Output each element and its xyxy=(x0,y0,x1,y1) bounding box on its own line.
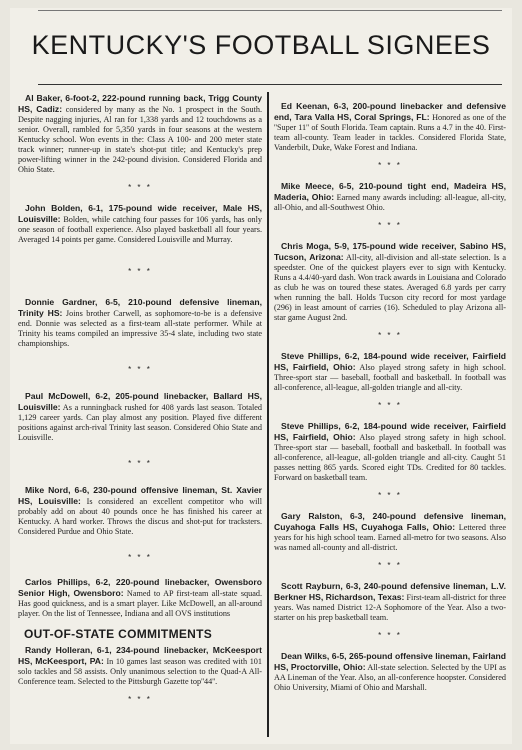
signee-name: Carlos Phillips, 6-2, 220-pound linebacker, Owensboro Senior High, Owensboro: xyxy=(18,577,262,598)
signee-name: Scott Rayburn, 6-3, 240-pound defensive lineman, L.V. Berkner HS, Richardson, Texas: xyxy=(274,581,506,602)
signee-name: Mike Nord, 6-6, 230-pound offensive lineman, St. Xavier HS, Louisville: xyxy=(18,485,262,506)
column-divider xyxy=(267,92,269,737)
entry-separator: * * * xyxy=(378,221,402,230)
signee-bio: Also played strong safety in high school. Three-sport star — baseball, football and basketball. In football was all-conference, all-league, all-golden triangle and all-city. xyxy=(274,363,506,392)
signee-bio: Honored as one of the ''Super 11'' of South Florida. Team captain. Runs a 4.7 in the 40. First-team all-county. Team leader in tackles. Considered Florida State, Vanderbilt, Duke, Wake Forest and Indiana. xyxy=(274,113,506,152)
signee-name: Chris Moga, 5-9, 175-pound wide receiver, Sabino HS, Tucson, Arizona: xyxy=(274,241,506,262)
signee-name: Gary Ralston, 6-3, 240-pound defensive lineman, Cuyahoga Falls HS, Cuyahoga Falls, Ohio: xyxy=(274,511,506,532)
entry-separator: * * * xyxy=(378,491,402,500)
signee-bio: Also played strong safety in high school. Three-sport star — baseball, football and basketball. In football was all-conference, all-league, all-golden triangle and all-city. Caught 51 passes netting 865 yards. Scored eight TDs. Credited for 80 tackles. Forward on basketball team. xyxy=(274,433,506,482)
top-rule xyxy=(38,10,502,11)
signee-entry xyxy=(274,651,506,693)
entry-separator: * * * xyxy=(128,695,152,704)
signee-bio: considered by many as the No. 1 prospect in the South. Despite nagging injuries, Al ran for 1,338 yards and 12 touchdowns as a senior. Overall, rambled for 5,350 yards in four seasons at the western Kentucky school. Won events in the: Class A 100- and 200 meter state track winner; runner-up in state's shot-put title; and Kentucky's prep power-lifting winner in the 242-pound division. Considered Florida and Ohio State. xyxy=(18,105,263,174)
signee-name: Paul McDowell, 6-2, 205-pound linebacker, Ballard HS, Louisville: xyxy=(18,391,262,412)
signee-entry xyxy=(18,645,262,687)
signee-name: Randy Holleran, 6-1, 234-pound linebacker, McKeesport HS, McKeesport, PA: xyxy=(18,645,262,666)
signee-name: Steve Phillips, 6-2, 184-pound wide receiver, Fairfield HS, Fairfield, Ohio: xyxy=(274,421,506,442)
title-rule xyxy=(38,84,502,85)
signee-bio: Named to AP first-team all-state squad. Has good quickness, and is a smart player. Like McDowell, an all-around player. On the list of Tennessee, Indiana and all OVS institutions xyxy=(18,589,262,618)
signee-name: Al Baker, 6-foot-2, 222-pound running back, Trigg County HS, Cadiz: xyxy=(18,93,262,114)
signee-name: John Bolden, 6-1, 175-pound wide receiver, Male HS, Louisville: xyxy=(18,203,262,224)
signee-bio: First-team all-district for three years. Was named District 12-A Sophomore of the Year. Also a two-starter on his prep basketball team. xyxy=(274,593,507,622)
signee-entry xyxy=(18,391,262,443)
entry-separator: * * * xyxy=(128,459,152,468)
signee-entry xyxy=(274,581,506,623)
signee-entry xyxy=(18,203,262,245)
signee-entry xyxy=(18,93,262,175)
entry-separator: * * * xyxy=(128,553,152,562)
entry-separator: * * * xyxy=(128,183,152,192)
signee-bio: Joins brother Carwell, as sophomore-to-be is a defensive end. Donnie was selected as a first-team all-state performer. While at Trinity his teams compiled an impressive 35-4 slate, including two state championships. xyxy=(18,309,262,348)
signee-entry xyxy=(274,351,506,393)
signee-bio: Lettered three years for his high school team. Earned all-metro for two seasons. Also was named all-county and all-district. xyxy=(274,523,506,552)
signee-entry xyxy=(18,485,262,537)
signee-name: Dean Wilks, 6-5, 265-pound offensive lineman, Fairland HS, Proctorville, Ohio: xyxy=(274,651,506,672)
signee-bio: In 10 games last season was credited with 101 solo tackles and 58 assists. Only unanimous selection to the Quad-A All-Conference team. Selected to the Pittsburgh Gazette top''44''. xyxy=(18,657,262,686)
entry-separator: * * * xyxy=(378,401,402,410)
entry-separator: * * * xyxy=(378,331,402,340)
entry-separator: * * * xyxy=(128,267,152,276)
left-column xyxy=(18,93,262,715)
right-column xyxy=(274,93,506,699)
newspaper-page xyxy=(10,8,512,744)
signee-entry xyxy=(274,181,506,213)
signee-bio: Is considered an excellent competitor who will probably add on about 40 pounds once he has finished his career at Kentucky. A hard worker. Throws the discus and shot-put for tracksters. Considered Purdue and Ohio State. xyxy=(18,497,262,536)
entry-separator: * * * xyxy=(128,365,152,374)
signee-name: Donnie Gardner, 6-5, 210-pound defensive lineman, Trinity HS: xyxy=(18,297,262,318)
signee-name: Steve Phillips, 6-2, 184-pound wide receiver, Fairfield HS, Fairfield, Ohio: xyxy=(274,351,506,372)
signee-bio: All-state selection. Selected by the UPI as AA Lineman of the Year. Also, an all-conference hoopster. Considered Ohio University, Miami of Ohio and Marshall. xyxy=(274,663,506,692)
entry-separator: * * * xyxy=(378,561,402,570)
signee-name: Ed Keenan, 6-3, 200-pound linebacker and defensive end, Tara Valla HS, Coral Springs, FL: xyxy=(274,101,506,122)
signee-entry xyxy=(274,511,506,553)
signee-entry xyxy=(274,241,506,323)
section-heading: OUT-OF-STATE COMMITMENTS xyxy=(24,627,213,641)
entry-separator: * * * xyxy=(378,631,402,640)
signee-entry xyxy=(18,297,262,349)
signee-entry xyxy=(274,421,506,483)
signee-bio: All-city, all-division and all-state selection. Is a speedster. One of the quickest players ever to sign with Kentucky. Runs a 4.4/40-yard dash. Won track awards in Louisiana and Colorado as club he was on toured these states. Averaged 6.8 yards per carry when running the ball. Holds Tucson city record for most yardage (296) in least amount of carries (16). Scheduled to play Arizona all-star game August 2nd. xyxy=(274,253,506,322)
signee-bio: As a runningback rushed for 408 yards last season. Totaled 1,129 career yards. Can play almost any position. Played five different positions against arch-rival Trinity last season. Considered Ohio State and Louisville. xyxy=(18,403,262,442)
page-title: KENTUCKY'S FOOTBALL SIGNEES xyxy=(31,30,491,60)
entry-separator: * * * xyxy=(378,161,402,170)
signee-entry xyxy=(18,577,262,619)
signee-bio: Earned many awards including: all-league, all-city, all-Ohio, and all-Southwest Ohio. xyxy=(274,193,507,212)
signee-bio: Bolden, while catching four passes for 106 yards, has only one season of football experience. Also played basketball all four years. Averaged 14 points per game. Considered Louisville and Murray. xyxy=(18,215,262,244)
signee-name: Mike Meece, 6-5, 210-pound tight end, Madeira HS, Maderia, Ohio: xyxy=(274,181,506,202)
signee-entry xyxy=(274,101,506,153)
